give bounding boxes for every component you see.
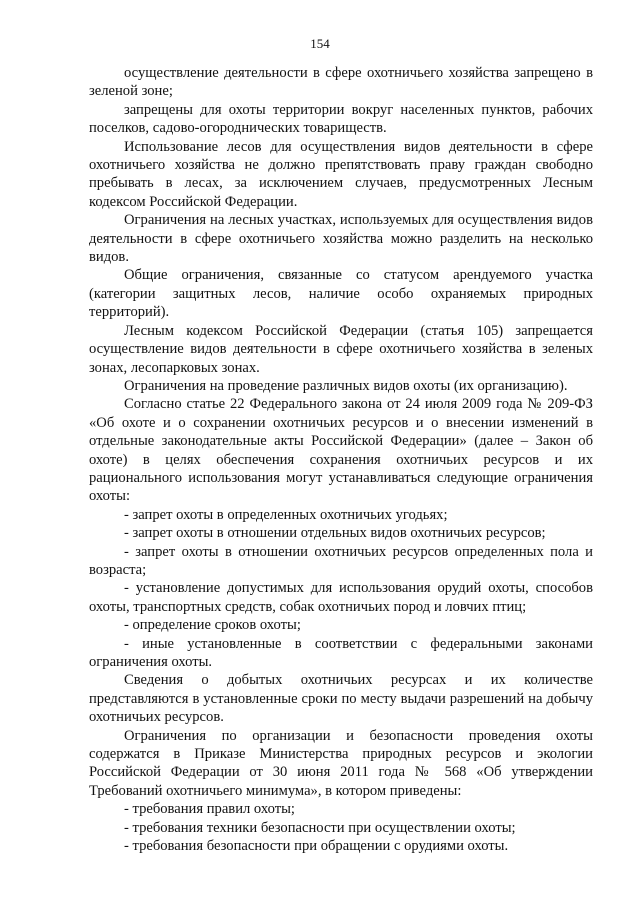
paragraph: Согласно статье 22 Федерального закона от 24 июля 2009 года № 209-ФЗ «Об охоте и о сохранении охотничьих ресурсов и о внесении изменений в отдельные законодательные акты Российской Федерации» (далее – Закон об охоте) в целях обеспечения сохранения охотничьих ресурсов и их рационального использования могут устанавливаться следующие ограничения охоты: <box>89 396 593 505</box>
list-item: - запрет охоты в отношении отдельных видов охотничьих ресурсов; <box>124 525 546 542</box>
paragraph: Ограничения на проведение различных видов охоты (их организацию). <box>124 377 568 394</box>
paragraph: Ограничения на лесных участках, используемых для осуществления видов деятельности в сфере охотничьего хозяйства можно разделить на несколько видов. <box>89 212 593 266</box>
paragraph: запрещены для охоты территории вокруг населенных пунктов, рабочих поселков, садово-огороднических товариществ. <box>89 101 593 137</box>
list-item: - требования техники безопасности при осуществлении охоты; <box>124 819 516 836</box>
list-item: - установление допустимых для использования орудий охоты, способов охоты, транспортных средств, собак охотничьих пород и ловчих птиц; <box>89 580 593 615</box>
list-item: - определение сроков охоты; <box>124 617 301 634</box>
document-body <box>89 64 593 855</box>
paragraph: осуществление деятельности в сфере охотничьего хозяйства запрещено в зеленой зоне; <box>89 65 593 100</box>
list-item: - запрет охоты в отношении охотничьих ресурсов определенных пола и возраста; <box>89 543 593 578</box>
paragraph: Общие ограничения, связанные со статусом арендуемого участка (категории защитных лесов, наличие особо охраняемых природных территорий). <box>89 267 593 321</box>
paragraph: Сведения о добытых охотничьих ресурсах и их количестве представляются в установленные сроки по месту выдачи разрешений на добычу охотничьих ресурсов. <box>89 672 593 726</box>
list-item: - иные установленные в соответствии с федеральными законами ограничения охоты. <box>89 635 593 670</box>
list-item: - требования безопасности при обращении с орудиями охоты. <box>124 838 509 855</box>
list-item: - требования правил охоты; <box>124 801 295 818</box>
paragraph: Ограничения по организации и безопасности проведения охоты содержатся в Приказе Министерства природных ресурсов и экологии Российской Федерации от 30 июня 2011 года № 568 «Об утверждении Требований охотничьего минимума», в котором приведены: <box>89 727 593 799</box>
paragraph: Лесным кодексом Российской Федерации (статья 105) запрещается осуществление видов деятельности в сфере охотничьего хозяйства в зеленых зонах, лесопарковых зонах. <box>89 322 593 376</box>
page-number: 154 <box>310 36 330 51</box>
list-item: - запрет охоты в определенных охотничьих угодьях; <box>124 506 448 523</box>
paragraph: Использование лесов для осуществления видов деятельности в сфере охотничьего хозяйства не должно препятствовать праву граждан свободно пребывать в лесах, за исключением случаев, предусмотренных Лесным кодексом Российской Федерации. <box>89 138 593 210</box>
